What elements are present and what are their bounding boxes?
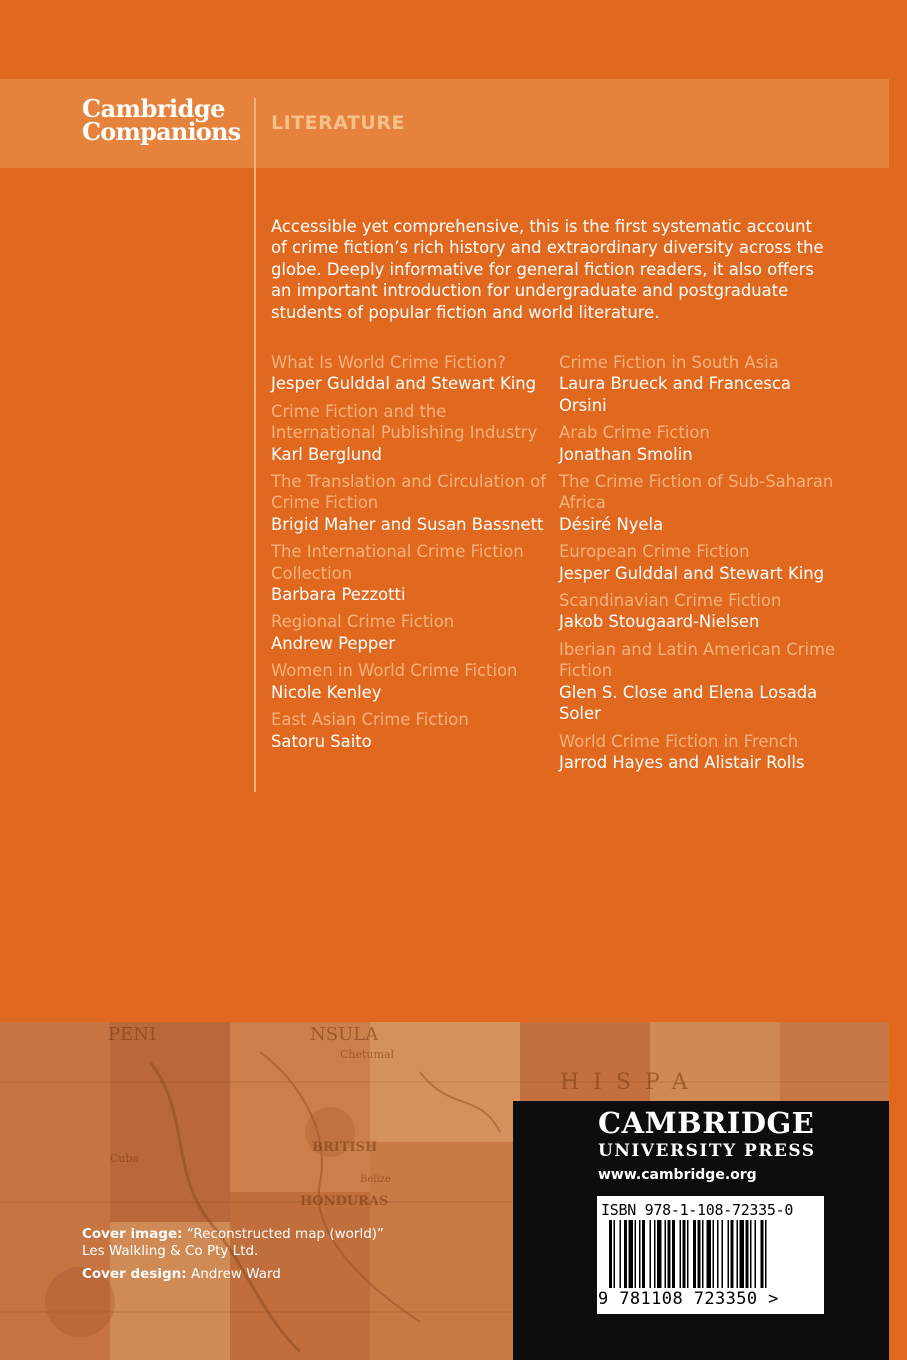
barcode-bar — [620, 1220, 622, 1288]
contents-entry — [559, 639, 839, 725]
publisher-url: www.cambridge.org — [598, 1167, 757, 1183]
barcode-bar — [750, 1220, 752, 1288]
chapter-author: Barbara Pezzotti — [271, 585, 406, 605]
barcode-bar — [650, 1220, 652, 1288]
map-label: Belize — [360, 1174, 391, 1185]
brand-line-2: Companions — [82, 117, 241, 146]
cover-image-owner: Les Walkling & Co Pty Ltd. — [82, 1243, 259, 1259]
map-label: BRITISH — [312, 1140, 378, 1155]
barcode-bar — [765, 1220, 767, 1288]
barcode-bar — [635, 1220, 637, 1288]
contents-right-column — [559, 352, 839, 779]
contents-entry — [271, 541, 551, 605]
chapter-author: Andrew Pepper — [271, 633, 396, 653]
cover-image-value: “Reconstructed map (world)” — [186, 1226, 385, 1242]
chapter-title: East Asian Crime Fiction — [271, 710, 469, 730]
barcode-bar — [717, 1220, 719, 1288]
chapter-title: What Is World Crime Fiction? — [271, 353, 506, 372]
chapter-author: Brigid Maher and Susan Bassnett — [271, 514, 544, 534]
cover-image-label: Cover image: — [82, 1226, 183, 1242]
chapter-author: Jarrod Hayes and Alistair Rolls — [559, 752, 805, 772]
chapter-title: Women in World Crime Fiction — [271, 661, 518, 681]
contents-entry — [559, 541, 839, 584]
contents-entry — [271, 401, 551, 465]
barcode-bar — [629, 1220, 634, 1288]
chapter-title: The International Crime Fiction Collection — [271, 542, 524, 583]
barcode-digits: 9 781108 723350 > — [598, 1289, 779, 1309]
chapter-title: Iberian and Latin American Crime Fiction — [559, 639, 836, 681]
chapter-author: Jesper Gulddal and Stewart King — [271, 374, 537, 394]
barcode-bar — [698, 1220, 701, 1288]
contents-entry — [559, 731, 839, 774]
chapter-author: Jesper Gulddal and Stewart King — [559, 563, 825, 583]
barcode-bar — [680, 1220, 682, 1288]
barcode-bar — [693, 1220, 696, 1288]
cover-design-label: Cover design: — [82, 1266, 187, 1282]
barcode-bar — [624, 1220, 627, 1288]
chapter-title: The Translation and Circulation of Crime Fiction — [271, 472, 547, 513]
barcode-bar — [668, 1220, 671, 1288]
barcode-bar — [740, 1220, 745, 1288]
contents-left-column — [271, 352, 551, 758]
contents-entry — [559, 422, 839, 465]
barcode-bar — [737, 1220, 739, 1288]
barcode-bar — [702, 1220, 704, 1288]
chapter-title: World Crime Fiction in French — [559, 731, 799, 751]
chapter-title: Scandinavian Crime Fiction — [559, 591, 782, 611]
isbn-text: ISBN 978-1-108-72335-0 — [601, 1201, 794, 1219]
barcode-bar — [761, 1220, 764, 1288]
chapter-author: Laura Brueck and Francesca Orsini — [559, 374, 791, 415]
chapter-author: Jakob Stougaard-Nielsen — [559, 612, 760, 632]
barcode-bar — [746, 1220, 749, 1288]
publisher-name-line-1: CAMBRIDGE — [598, 1106, 815, 1140]
contents-entry — [271, 352, 551, 395]
barcode-bar — [683, 1220, 686, 1288]
publisher-name-line-2: UNIVERSITY PRESS — [598, 1141, 816, 1161]
barcode-bar — [731, 1220, 734, 1288]
contents-entry — [271, 611, 551, 654]
chapter-title: Arab Crime Fiction — [559, 423, 710, 443]
map-label: PENI — [108, 1024, 157, 1045]
map-label: HONDURAS — [300, 1194, 389, 1209]
cover-design-value: Andrew Ward — [190, 1266, 281, 1282]
chapter-author: Glen S. Close and Elena Losada Soler — [559, 682, 818, 724]
brand-line-1: Cambridge — [82, 94, 225, 123]
contents-entry — [271, 471, 551, 535]
map-label: NSULA — [310, 1024, 379, 1045]
map-label: HISPA — [560, 1070, 702, 1095]
map-label: Cuba — [110, 1152, 140, 1165]
chapter-title: The Crime Fiction of Sub-Saharan Africa — [559, 472, 834, 513]
cover-credits — [82, 1226, 384, 1283]
contents-entry — [271, 709, 551, 752]
barcode-bar — [609, 1220, 612, 1288]
barcode-bar — [665, 1220, 667, 1288]
barcode-bar — [642, 1220, 645, 1288]
chapter-author: Satoru Saito — [271, 731, 372, 751]
map-tile — [370, 1142, 520, 1360]
vertical-divider — [254, 98, 256, 792]
barcode-bar — [707, 1220, 712, 1288]
chapter-author: Désiré Nyela — [559, 514, 664, 534]
chapter-author: Karl Berglund — [271, 444, 382, 464]
barcode-bar — [672, 1220, 675, 1288]
chapter-title: Crime Fiction and the International Publishing Industry — [271, 401, 538, 443]
contents-entry — [271, 660, 551, 703]
barcode-bar — [755, 1220, 757, 1288]
map-tile — [780, 1022, 889, 1102]
barcode-bar — [728, 1220, 730, 1288]
barcode-bar — [614, 1220, 616, 1288]
barcode-bar — [654, 1220, 656, 1288]
barcode-bar — [722, 1220, 724, 1288]
chapter-author: Jonathan Smolin — [559, 444, 693, 464]
barcode-bar — [713, 1220, 715, 1288]
cambridge-companions-logo — [82, 94, 252, 146]
chapter-author: Nicole Kenley — [271, 682, 382, 702]
contents-entry — [559, 471, 839, 535]
chapter-title: Crime Fiction in South Asia — [559, 353, 779, 372]
series-label: LITERATURE — [271, 112, 405, 134]
chapter-title: Regional Crime Fiction — [271, 612, 455, 632]
contents-entry — [559, 590, 839, 633]
barcode-bar — [657, 1220, 662, 1288]
contents-entry — [559, 352, 839, 416]
map-tile — [110, 1022, 230, 1222]
blurb-text: Accessible yet comprehensive, this is the first systematic account of crime fiction’s rich history and extraordinary diversity across the globe. Deeply informative for general fiction readers, it also offers an important introduction for undergraduate and postgraduate students of popular fiction and world literature. — [271, 217, 824, 322]
barcode-bar — [687, 1220, 689, 1288]
chapter-title: European Crime Fiction — [559, 542, 750, 562]
map-label: Chetumal — [340, 1048, 395, 1061]
barcode-bar — [639, 1220, 641, 1288]
